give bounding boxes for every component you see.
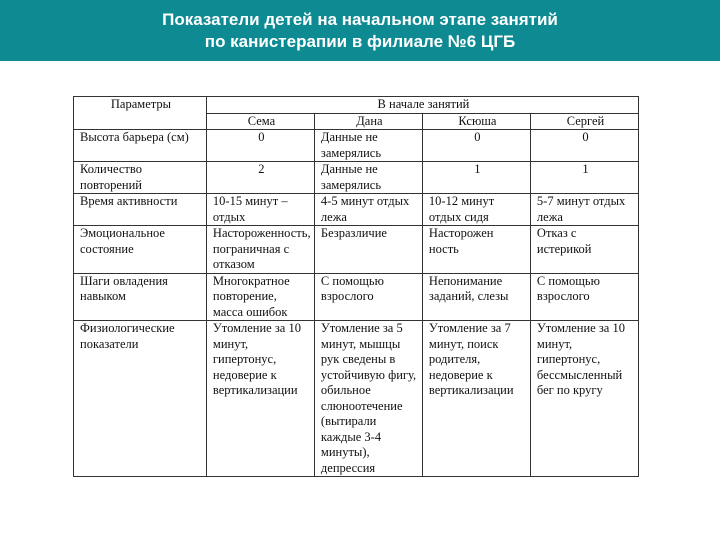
group-header: В начале занятий xyxy=(206,97,638,114)
title-line-2: по канистерапии в филиале №6 ЦГБ xyxy=(204,31,516,51)
table-cell: Утомление за 10 минут, гипертонус, недоверие к вертикализации xyxy=(206,321,314,477)
table-cell: 2 xyxy=(206,162,314,194)
results-table xyxy=(73,96,639,477)
table-cell: 1 xyxy=(422,162,530,194)
table-cell: 0 xyxy=(530,130,638,162)
table-cell: 4-5 минут отдых лежа xyxy=(314,194,422,226)
table-cell: Непонимание заданий, слезы xyxy=(422,273,530,321)
table-cell: С помощью взрослого xyxy=(530,273,638,321)
row-param: Время активности xyxy=(74,194,207,226)
table-cell: Утомление за 10 минут, гипертонус, бессмысленный бег по кругу xyxy=(530,321,638,477)
table-cell: 5-7 минут отдых лежа xyxy=(530,194,638,226)
table-row xyxy=(74,194,639,226)
table-cell: Безразличие xyxy=(314,226,422,274)
table-row xyxy=(74,130,639,162)
title-banner xyxy=(0,0,720,61)
table-cell: 10-15 минут – отдых xyxy=(206,194,314,226)
title-line-1: Показатели детей на начальном этапе занятий xyxy=(162,9,558,29)
row-param: Высота барьера (см) xyxy=(74,130,207,162)
data-table-container xyxy=(73,96,639,477)
table-cell: Утомление за 7 минут, поиск родителя, недоверие к вертикализации xyxy=(422,321,530,477)
table-cell: Насторожен ность xyxy=(422,226,530,274)
row-param: Физиологические показатели xyxy=(74,321,207,477)
row-param: Эмоциональное состояние xyxy=(74,226,207,274)
row-param: Шаги овладения навыком xyxy=(74,273,207,321)
header-row-1 xyxy=(74,97,639,114)
table-cell: Многократное повторение, масса ошибок xyxy=(206,273,314,321)
table-cell: Отказ с истерикой xyxy=(530,226,638,274)
table-cell: 1 xyxy=(530,162,638,194)
table-cell: Настороженность, пограничная с отказом xyxy=(206,226,314,274)
table-cell: С помощью взрослого xyxy=(314,273,422,321)
child-header: Ксюша xyxy=(422,113,530,130)
param-header: Параметры xyxy=(74,97,207,130)
table-cell: Данные не замерялись xyxy=(314,130,422,162)
table-cell: 0 xyxy=(206,130,314,162)
child-header: Сергей xyxy=(530,113,638,130)
table-cell: 0 xyxy=(422,130,530,162)
table-row xyxy=(74,226,639,274)
child-header: Сема xyxy=(206,113,314,130)
row-param: Количество повторений xyxy=(74,162,207,194)
table-cell: Утомление за 5 минут, мышцы рук сведены в устойчивую фигу, обильное слюноотечение (вытирали каждые 3-4 минуты), депрессия xyxy=(314,321,422,477)
table-cell: Данные не замерялись xyxy=(314,162,422,194)
table-cell: 10-12 минут отдых сидя xyxy=(422,194,530,226)
table-row xyxy=(74,162,639,194)
table-row xyxy=(74,273,639,321)
child-header: Дана xyxy=(314,113,422,130)
table-row xyxy=(74,321,639,477)
